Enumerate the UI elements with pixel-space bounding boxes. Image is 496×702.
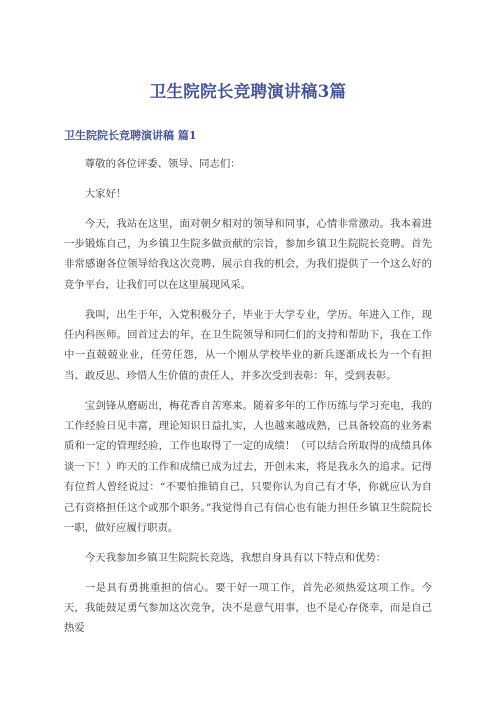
paragraph-salutation: 尊敬的各位评委、领导、同志们： — [84, 158, 241, 170]
paragraph-experience: 宝剑锋从磨砺出，梅花香自苦寒来。随着多年的工作历练与学习充电，我的工作经验日见丰富，理论知识日益扎实，人也越来越成熟，已具备较高的业务素质和一定的管理经验，工作也取得了一定的成绩！（可以结合所取得的成绩具体谈一下！）昨天的工作和成绩已成为过去，开创未来，将是我永久的追求。记得有位哲人曾经说过：“不要怕推销自己，只要你认为自己有才华，你就应认为自己有资格担任这个或那个职务。”我觉得自己有信心也有能力担任乡镇卫生院院长一职，做好应履行职责。 — [64, 399, 432, 535]
paragraph-background: 我叫，出生于年，入党积极分子，毕业于大学专业，学历。年进入工作，现任内科医师。回首过去的年，在卫生院领导和同仁们的支持和帮助下，我在工作中一直兢兢业业，任劳任怨，从一个刚从学校毕业的新兵逐渐成长为一个有担当、敢反思、珍惜人生价值的责任人，并多次受到表彰：年，受到表彰。 — [64, 308, 432, 382]
paragraph-intro: 今天，我站在这里，面对朝夕相对的领导和同事，心情非常激动。我本着进一步锻炼自己，为乡镇卫生院多做贡献的宗旨，参加乡镇卫生院院长竞聘。首先非常感谢各位领导给我这次竞聘、展示自我的机会，为我们提供了一个这么好的竞争平台，让我们可以在这里展现风采。 — [64, 217, 432, 291]
document-title: 卫生院院长竞聘演讲稿3篇 — [149, 82, 347, 101]
paragraph-advantages-intro: 今天我参加乡镇卫生院院长竞选，我想自身具有以下特点和优势： — [84, 551, 387, 564]
section-heading: 卫生院院长竞聘演讲稿 篇1 — [64, 129, 197, 142]
paragraph-greeting: 大家好！ — [84, 187, 127, 200]
document-body — [64, 154, 432, 648]
paragraph-advantage-one: 一是具有勇挑重担的信心。要干好一项工作，首先必须热爱这项工作。今天，我能鼓足勇气参加这次竞争，决不是意气用事，也不是心存侥幸，而是自己热爱 — [64, 581, 432, 635]
